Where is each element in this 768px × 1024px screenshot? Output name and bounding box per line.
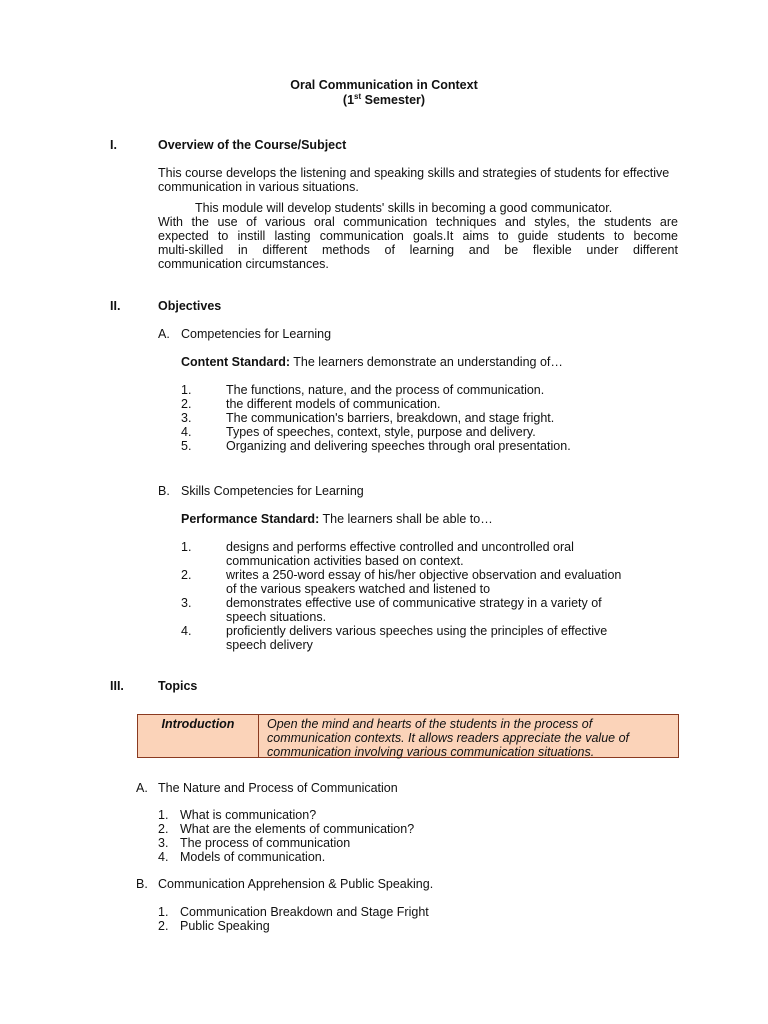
- paragraph-line: With the use of various oral communication techniques and styles, the students are: [158, 215, 678, 229]
- topic-title: Communication Apprehension & Public Speaking.: [158, 877, 434, 891]
- section-number: III.: [110, 679, 124, 693]
- paragraph-line: communication circumstances.: [158, 257, 329, 271]
- paragraph-line: expected to instill lasting communication goals.It aims to guide students to become: [158, 229, 678, 243]
- list-item: 3. demonstrates effective use of communicative strategy in a variety of speech situations.: [181, 596, 602, 624]
- section-number: I.: [110, 138, 117, 152]
- paragraph: [158, 201, 678, 271]
- performance-standard: Performance Standard: The learners shall be able to…: [181, 512, 493, 526]
- introduction-table: [137, 714, 679, 758]
- section-heading: Objectives: [158, 299, 222, 313]
- list-item: 1. designs and performs effective controlled and uncontrolled oral communication activities based on context.: [181, 540, 574, 568]
- subsection-label: B.: [158, 484, 170, 498]
- content-standard: Content Standard: The learners demonstrate an understanding of…: [181, 355, 563, 369]
- subsection-title: Skills Competencies for Learning: [181, 484, 364, 498]
- introduction-label: Introduction: [138, 715, 259, 757]
- paragraph-line: multi-skilled in different methods of learning and be flexible under different: [158, 243, 678, 257]
- paragraph: This course develops the listening and speaking skills and strategies of students for effective communication in various situations.: [158, 166, 670, 194]
- document-page: Oral Communication in Context (1st Semester) I. Overview of the Course/Subject This course develops the listening and speaking skills and strategies of students for effective communication in various situations. This module will develop students' skills in becoming a good communicator. With the use of various oral communication techniques and styles, the students are expected to instill lasting communication goals.It aims to guide students to become multi-skilled in different methods of learning and be flexible under different communication circumstances. II. Objectives A. Competencies for Learning Content Standard: The learners demonstrate an understanding of… 1. The functions, nature, and the process of communication. 2. the different models of communication. 3. The communication's barriers, breakdown, and stage fright. 4. Types of speeches, context, style, purpose and delivery. 5. Organizing and delivering speeches through oral presentation. B. Skills Competencies for Learning Performance Standard: The learners shall be able to… 1. designs and performs effective controlled and uncontrolled oral communication activities based on context. 2. writes a 250-word essay of his/her objective observation and evaluation of the various speakers watched and listened to 3. demonstrates effective use of communicative strategy in a variety of speech situations. 4. proficiently delivers various speeches using the principles of effective speech delivery III. Topics Introduction Open the mind and hearts of the students in the process of communication contexts. It allows readers appreciate the value of communication involving various communication situations. A. The Nature and Process of Communication 1. What is communication? 2. What are the elements of communication? 3. The process of communication 4. Models of communication. B. Communication Apprehension & Public Speaking. 1. Communication Breakdown and Stage Fright 2. Public Speaking: [0, 0, 768, 1024]
- subsection-label: A.: [158, 327, 170, 341]
- introduction-line: communication involving various communication situations.: [267, 745, 595, 759]
- section-heading: Overview of the Course/Subject: [158, 138, 347, 152]
- section-number: II.: [110, 299, 121, 313]
- introduction-line: communication contexts. It allows readers appreciate the value of: [267, 731, 629, 745]
- document-title: Oral Communication in Context: [290, 78, 478, 92]
- list-item: 2. writes a 250-word essay of his/her objective observation and evaluation of the various speakers watched and listened to: [181, 568, 622, 596]
- document-subtitle: (1st Semester): [342, 91, 426, 107]
- topic-label: A.: [136, 781, 148, 795]
- topic-title: The Nature and Process of Communication: [158, 781, 398, 795]
- list-item: 4. proficiently delivers various speeches using the principles of effective speech delivery: [181, 624, 608, 652]
- section-heading: Topics: [158, 679, 198, 693]
- introduction-line: Open the mind and hearts of the students in the process of: [267, 717, 593, 731]
- paragraph-line: This module will develop students' skills in becoming a good communicator.: [195, 201, 613, 215]
- subsection-title: Competencies for Learning: [181, 327, 332, 341]
- skills-list: [181, 540, 681, 652]
- introduction-text: [267, 717, 672, 759]
- topic-label: B.: [136, 877, 148, 891]
